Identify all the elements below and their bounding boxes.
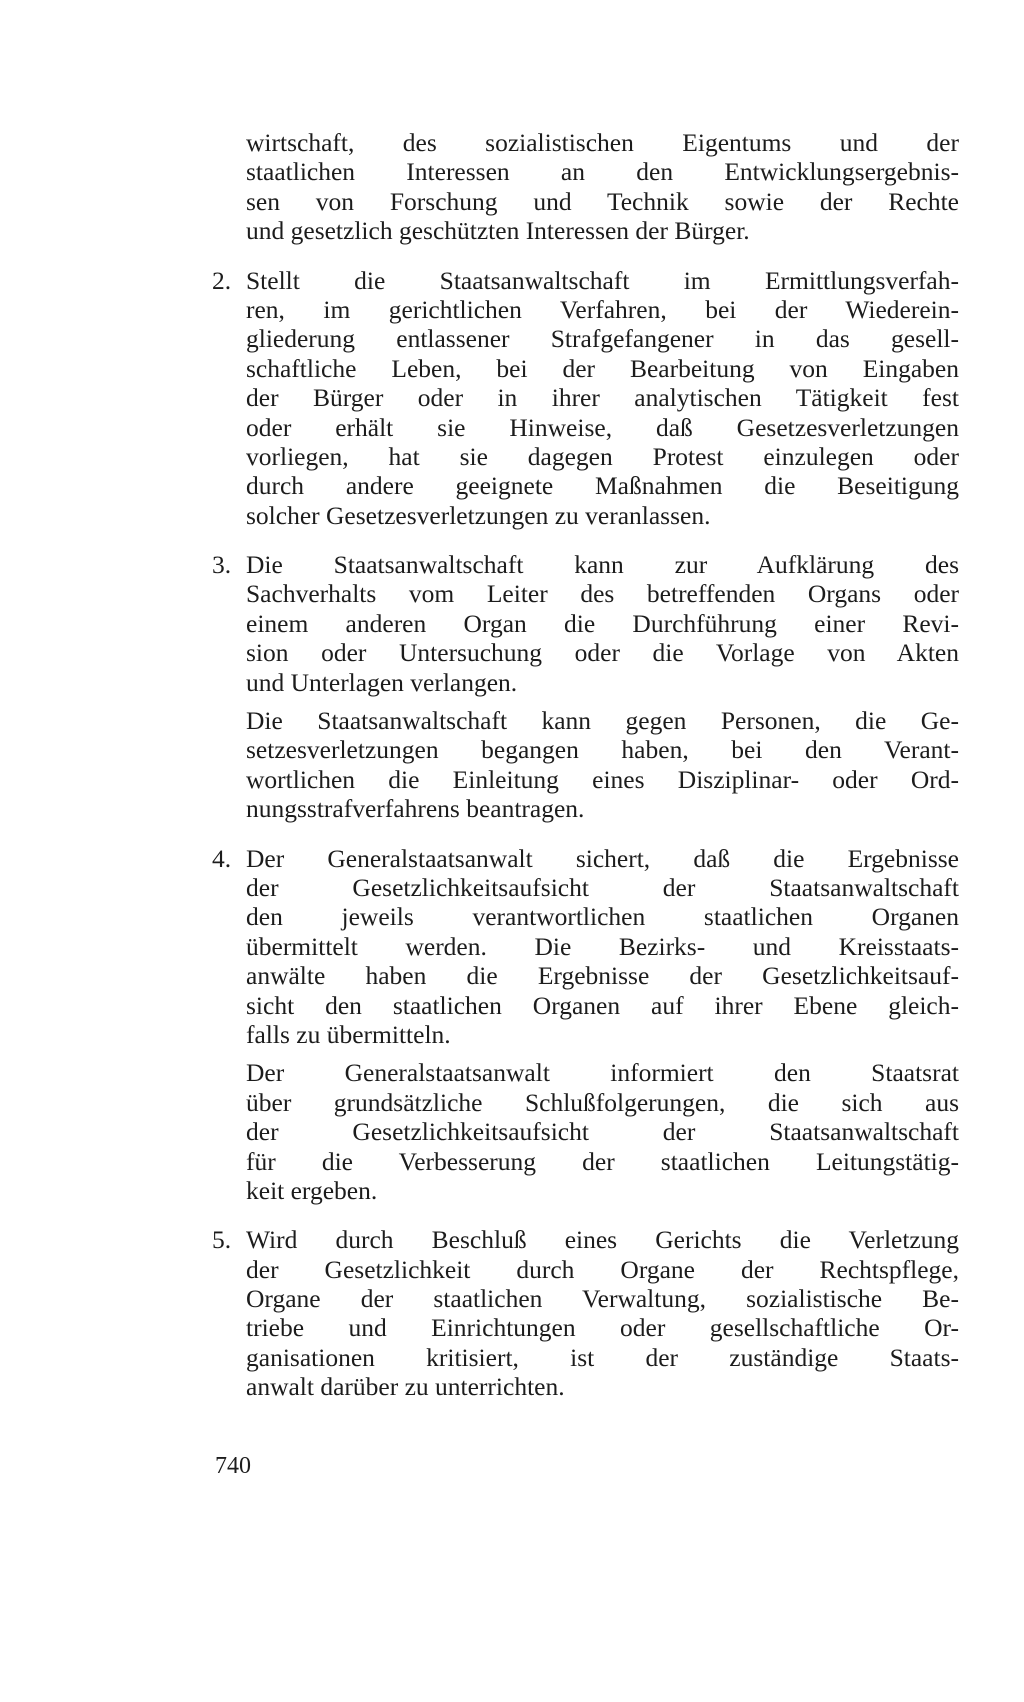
list-item-number: 5.	[212, 1225, 232, 1255]
list-item-3	[212, 550, 959, 824]
text-line: setzesverletzungen begangen haben, bei den Verant-	[246, 735, 959, 765]
page-number: 740	[215, 1453, 251, 1479]
text-line: Organe der staatlichen Verwaltung, sozialistische Be-	[246, 1284, 959, 1314]
text-line: triebe und Einrichtungen oder gesellschaftliche Or-	[246, 1313, 959, 1343]
text-line: Die Staatsanwaltschaft kann gegen Personen, die Ge-	[246, 706, 959, 736]
text-line: anwalt darüber zu unterrichten.	[246, 1372, 565, 1402]
text-line: Der Generalstaatsanwalt sichert, daß die Ergebnisse	[246, 843, 959, 873]
list-item-2	[212, 265, 959, 531]
text-line: für die Verbesserung der staatlichen Leitungstätig-	[246, 1146, 959, 1176]
text-line: keit ergeben.	[246, 1175, 378, 1205]
text-line: und Unterlagen verlangen.	[246, 667, 518, 697]
text-line: Stellt die Staatsanwaltschaft im Ermittlungsverfah-	[246, 265, 959, 295]
text-line: Sachverhalts vom Leiter des betreffenden Organs oder	[246, 579, 959, 609]
list-item-number: 4.	[212, 843, 232, 873]
text-line: ren, im gerichtlichen Verfahren, bei der Wiederein-	[246, 294, 959, 324]
text-line: Die Staatsanwaltschaft kann zur Aufklärung des	[246, 550, 959, 580]
intro-paragraph	[246, 128, 959, 246]
text-line: der Gesetzlichkeit durch Organe der Rechtspflege,	[246, 1254, 959, 1284]
text-line: einem anderen Organ die Durchführung einer Revi-	[246, 608, 959, 638]
text-line: schaftliche Leben, bei der Bearbeitung von Eingaben	[246, 353, 959, 383]
text-line: über grundsätzliche Schlußfolgerungen, die sich aus	[246, 1087, 959, 1117]
text-line: übermittelt werden. Die Bezirks- und Kreisstaats-	[246, 931, 959, 961]
document-page	[212, 128, 959, 1402]
text-line: anwälte haben die Ergebnisse der Gesetzlichkeitsauf-	[246, 961, 959, 991]
text-line: wortlichen die Einleitung eines Disziplinar- oder Ord-	[246, 764, 959, 794]
text-line: der Bürger oder in ihrer analytischen Tätigkeit fest	[246, 383, 959, 413]
text-line: durch andere geeignete Maßnahmen die Beseitigung	[246, 471, 959, 501]
text-line: solcher Gesetzesverletzungen zu veranlassen.	[246, 500, 711, 530]
text-line: ganisationen kritisiert, ist der zuständige Staats-	[246, 1342, 959, 1372]
text-line: sen von Forschung und Technik sowie der Rechte	[246, 186, 959, 216]
text-line: nungsstrafverfahrens beantragen.	[246, 794, 585, 824]
list-item-number: 2.	[212, 265, 232, 295]
text-line: oder erhält sie Hinweise, daß Gesetzesverletzungen	[246, 412, 959, 442]
text-line: sion oder Untersuchung oder die Vorlage von Akten	[246, 638, 959, 668]
text-line: den jeweils verantwortlichen staatlichen Organen	[246, 902, 959, 932]
list-item-5	[212, 1225, 959, 1402]
text-line: der Gesetzlichkeitsaufsicht der Staatsanwaltschaft	[246, 872, 959, 902]
text-line: gliederung entlassener Strafgefangener in das gesell-	[246, 324, 959, 354]
list-item-number: 3.	[212, 550, 232, 580]
text-line: und gesetzlich geschützten Interessen der Bürger.	[246, 216, 750, 246]
text-line: staatlichen Interessen an den Entwicklungsergebnis-	[246, 157, 959, 187]
text-line: der Gesetzlichkeitsaufsicht der Staatsanwaltschaft	[246, 1117, 959, 1147]
list-item-4	[212, 843, 959, 1206]
text-line: falls zu übermitteln.	[246, 1019, 451, 1049]
text-line: sicht den staatlichen Organen auf ihrer Ebene gleich-	[246, 990, 959, 1020]
text-line: Der Generalstaatsanwalt informiert den Staatsrat	[246, 1058, 959, 1088]
text-line: wirtschaft, des sozialistischen Eigentums und der	[246, 128, 959, 157]
text-line: vorliegen, hat sie dagegen Protest einzulegen oder	[246, 441, 959, 471]
text-line: Wird durch Beschluß eines Gerichts die Verletzung	[246, 1225, 959, 1255]
